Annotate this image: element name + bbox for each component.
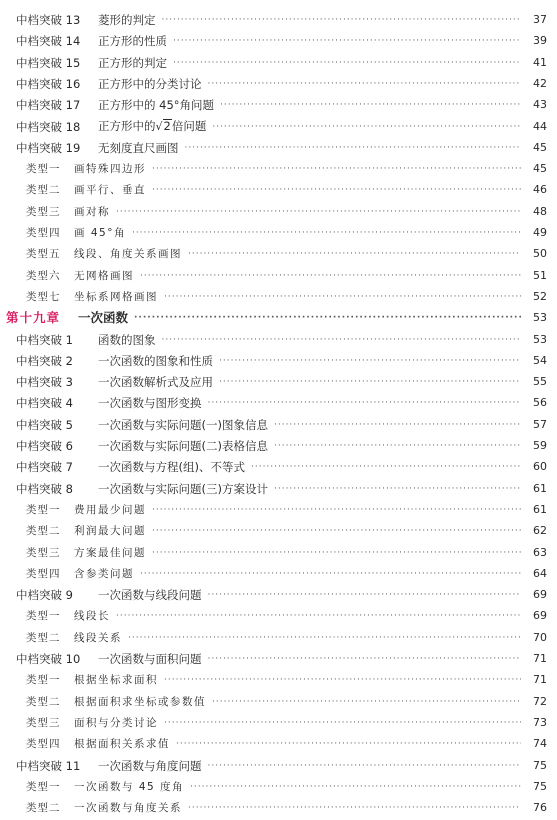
toc-subentry: [0, 287, 557, 307]
toc-page-number: 60: [533, 460, 547, 474]
toc-entry-label: 中档突破 13: [16, 13, 81, 27]
toc-entry-title-post: 倍问题: [171, 119, 207, 133]
toc-entry-label: 第十九章: [6, 310, 61, 326]
toc-entry-label: 类型二: [26, 695, 61, 708]
sqrt-argument: 2: [163, 119, 171, 133]
toc-entry-label: 中档突破 3: [16, 375, 73, 390]
toc-page-number: 48: [533, 204, 547, 218]
dot-leader: [251, 457, 521, 477]
toc-page-number: 41: [533, 55, 547, 69]
toc-entry-title: 根据坐标求面积: [74, 674, 158, 687]
toc-entry-label: 类型二: [26, 525, 61, 538]
toc-entry: [0, 393, 557, 413]
toc-entry-title: 函数的图象: [98, 332, 156, 347]
toc-chapter-heading: [0, 308, 557, 328]
dot-leader: [116, 606, 521, 626]
toc-entry-title: 含参类问题: [74, 567, 134, 580]
toc-entry-label: 中档突破 14: [16, 34, 81, 49]
dot-leader: [188, 798, 521, 818]
toc-entry-label: 中档突破 16: [16, 76, 81, 91]
toc-entry-title: 利润最大问题: [74, 525, 146, 538]
toc-entry-label: 类型四: [26, 227, 61, 239]
toc-subentry: [0, 564, 557, 584]
dot-leader: [162, 330, 522, 350]
toc-entry-label: 类型一: [26, 780, 61, 793]
toc-page-number: 57: [533, 417, 547, 431]
toc-entry: [0, 95, 557, 115]
dot-leader: [208, 756, 522, 776]
toc-page-number: 54: [533, 353, 547, 367]
toc-entry-title: 线段关系: [74, 631, 122, 644]
toc-entry-title: 一次函数与实际问题(一)图象信息: [98, 417, 268, 432]
toc-entry-label: 中档突破 2: [16, 353, 73, 368]
toc-entry: [0, 372, 557, 392]
toc-entry-label: 类型四: [26, 738, 61, 751]
toc-entry-label: 中档突破 10: [16, 652, 81, 666]
toc-subentry: [0, 202, 557, 222]
toc-entry-title: 画 45°角: [74, 227, 126, 239]
toc-page-number: 70: [533, 630, 547, 644]
toc-subentry: [0, 521, 557, 541]
toc-entry: [0, 436, 557, 456]
toc-subentry: [0, 670, 557, 690]
dot-leader: [220, 95, 521, 115]
toc-entry-title: 一次函数与图形变换: [98, 396, 202, 411]
dot-leader: [164, 713, 521, 733]
toc-entry-label: 类型一: [26, 503, 61, 516]
toc-entry: [0, 117, 557, 137]
toc-page-number: 75: [533, 758, 547, 772]
dot-leader: [152, 500, 521, 520]
toc-page-number: 55: [533, 375, 547, 389]
toc-entry-label: 类型一: [26, 610, 61, 623]
toc-subentry: [0, 777, 557, 797]
toc-entry-label: 中档突破 4: [16, 396, 73, 411]
toc-entry-label: 中档突破 7: [16, 460, 73, 475]
dot-leader: [164, 287, 521, 307]
toc-entry: [0, 53, 557, 73]
toc-page-number: 50: [533, 247, 547, 261]
toc-entry-label: 中档突破 1: [16, 332, 73, 347]
toc-entry-title: 坐标系网格画图: [74, 290, 158, 303]
dot-leader: [208, 649, 522, 669]
dot-leader: [212, 117, 521, 137]
toc-page-number: 69: [533, 588, 547, 602]
toc-page-number: 51: [533, 268, 547, 282]
toc-page-number: 46: [533, 183, 547, 197]
toc-entry-label: 中档突破 9: [16, 588, 73, 603]
dot-leader: [116, 202, 521, 222]
toc-subentry: [0, 713, 557, 733]
toc-page-number: 39: [533, 34, 547, 48]
dot-leader: [219, 372, 521, 392]
toc-entry-label: 中档突破 11: [16, 758, 81, 773]
toc-page-number: 56: [533, 396, 547, 410]
toc-entry-title: 正方形中的分类讨论: [98, 76, 202, 91]
toc-entry-title: 面积与分类讨论: [74, 716, 158, 729]
toc-subentry: [0, 180, 557, 200]
toc-entry-title: 线段长: [74, 610, 110, 623]
toc-entry-title: 画平行、垂直: [74, 184, 146, 197]
toc-subentry: [0, 543, 557, 563]
toc-page-number: 53: [533, 332, 547, 346]
toc-subentry: [0, 606, 557, 626]
dot-leader: [152, 180, 521, 200]
toc-entry-title: 一次函数与 45 度角: [74, 780, 185, 793]
toc-entry: [0, 74, 557, 94]
toc-page-number: 45: [533, 162, 547, 176]
toc-page-number: 63: [533, 545, 547, 559]
toc-page-number: 73: [533, 715, 547, 729]
dot-leader: [152, 543, 521, 563]
toc-page-number: 53: [533, 311, 547, 325]
toc-entry-title: 一次函数与角度关系: [74, 802, 182, 815]
dot-leader: [140, 266, 521, 286]
toc-entry-title: 一次函数与实际问题(三)方案设计: [98, 481, 268, 496]
toc-page-number: 76: [533, 801, 547, 815]
dot-leader: [274, 479, 521, 499]
toc-page-number: 49: [533, 226, 547, 239]
toc-entry-title: 方案最佳问题: [74, 546, 146, 559]
dot-leader: [162, 10, 522, 30]
toc-subentry: [0, 223, 557, 243]
dot-leader: [140, 564, 521, 584]
toc-entry-label: 中档突破 8: [16, 481, 73, 496]
toc-page-number: 43: [533, 98, 547, 112]
toc-entry-label: 类型四: [26, 567, 61, 580]
toc-entry-title: 一次函数与方程(组)、不等式: [98, 460, 245, 475]
toc-page-number: 59: [533, 439, 547, 452]
toc-page-number: 71: [533, 673, 547, 687]
dot-leader: [190, 777, 521, 797]
dot-leader: [212, 692, 521, 712]
dot-leader: [152, 521, 521, 541]
toc-subentry: [0, 798, 557, 818]
toc-entry-label: 类型七: [26, 290, 61, 303]
dot-leader: [173, 53, 521, 73]
toc-entry-label: 中档突破 18: [16, 119, 81, 134]
dot-leader: [208, 585, 522, 605]
toc-entry: [0, 585, 557, 605]
dot-leader: [274, 415, 521, 435]
toc-entry: [0, 138, 557, 158]
toc-entry: [0, 330, 557, 350]
toc-entry-title: 一次函数解析式及应用: [98, 375, 213, 390]
dot-leader: [152, 159, 521, 179]
toc-entry-title: 线段、角度关系画图: [74, 248, 182, 261]
toc-entry-title: 根据面积求坐标或参数值: [74, 695, 206, 708]
toc-page-number: 61: [533, 502, 547, 516]
toc-entry-title: 一次函数与实际问题(二)表格信息: [98, 439, 268, 453]
toc-entry: [0, 649, 557, 669]
toc-entry-title: 一次函数的图象和性质: [98, 353, 213, 368]
toc-entry-label: 中档突破 15: [16, 55, 81, 70]
toc-entry-label: 类型二: [26, 184, 61, 197]
dot-leader: [176, 734, 521, 754]
toc-entry-title: 正方形的判定: [98, 55, 167, 70]
dot-leader: [274, 436, 521, 456]
toc-entry-title: 一次函数与角度问题: [98, 758, 202, 773]
toc-page-number: 64: [533, 566, 547, 580]
toc-entry: [0, 756, 557, 776]
toc-entry-title: 画对称: [74, 205, 110, 218]
toc-entry: [0, 351, 557, 371]
toc-entry-label: 类型五: [26, 248, 61, 261]
toc-entry-label: 中档突破 5: [16, 417, 73, 432]
toc-page-number: 74: [533, 737, 547, 751]
toc-subentry: [0, 734, 557, 754]
toc-entry-label: 中档突破 19: [16, 140, 81, 155]
toc-entry-label: 类型三: [26, 546, 61, 559]
toc-entry-label: 类型二: [26, 631, 61, 644]
toc-page-number: 71: [533, 652, 547, 665]
toc-entry: [0, 479, 557, 499]
toc-entry-label: 类型一: [26, 674, 61, 687]
toc-page-number: 75: [533, 779, 547, 793]
toc-entry-title: 无网格画图: [74, 269, 134, 282]
dot-leader: [208, 74, 522, 94]
toc-entry-title: 一次函数: [78, 310, 129, 326]
toc-entry-title: 根据面积关系求值: [74, 738, 170, 751]
toc-entry: [0, 31, 557, 51]
toc-entry-title: 菱形的判定: [98, 13, 156, 27]
toc-entry: [0, 457, 557, 477]
toc-entry-label: 类型一: [26, 163, 61, 176]
toc-entry-label: 类型二: [26, 802, 61, 815]
toc-page-number: 61: [533, 481, 547, 495]
toc-entry-title: 一次函数与面积问题: [98, 652, 202, 666]
toc-entry-label: 类型三: [26, 205, 61, 218]
toc-entry: [0, 415, 557, 435]
dot-leader: [219, 351, 521, 371]
toc-entry-label: 中档突破 17: [16, 98, 81, 113]
toc-subentry: [0, 692, 557, 712]
dot-leader: [128, 628, 521, 648]
toc-subentry: [0, 500, 557, 520]
dot-leader: [185, 138, 522, 158]
toc-subentry: [0, 628, 557, 648]
toc-subentry: [0, 266, 557, 286]
toc-entry: [0, 10, 557, 30]
toc-page-number: 37: [533, 13, 547, 26]
toc-entry-label: 类型六: [26, 269, 61, 282]
toc-entry-label: 类型三: [26, 716, 61, 729]
toc-page-number: 42: [533, 76, 547, 90]
toc-page-number: 52: [533, 289, 547, 303]
toc-page-number: 72: [533, 694, 547, 708]
toc-page-number: 45: [533, 140, 547, 154]
dot-leader: [173, 31, 521, 51]
dot-leader: [188, 244, 521, 264]
toc-page-number: 69: [533, 609, 547, 623]
toc-entry-title: 一次函数与线段问题: [98, 588, 202, 603]
dot-leader: [208, 393, 522, 413]
dot-leader: [132, 223, 521, 243]
toc-subentry: [0, 159, 557, 179]
toc-entry-title: 费用最少问题: [74, 503, 146, 516]
toc-entry-title: 无刻度直尺画图: [98, 140, 179, 155]
sqrt-symbol: √2: [155, 119, 171, 133]
toc-page-number: 44: [533, 119, 547, 133]
toc-subentry: [0, 244, 557, 264]
toc-entry-label: 中档突破 6: [16, 439, 73, 453]
toc-entry-title-pre: 正方形中的: [98, 119, 156, 133]
toc-entry-title: 正方形中的 45°角问题: [98, 98, 215, 113]
toc-entry-title: [98, 116, 206, 137]
toc-entry-title: 画特殊四边形: [74, 163, 146, 176]
dot-leader: [164, 670, 521, 690]
toc-entry-title: 正方形的性质: [98, 34, 167, 49]
dot-leader: [134, 308, 521, 328]
toc-page-number: 62: [533, 524, 547, 538]
